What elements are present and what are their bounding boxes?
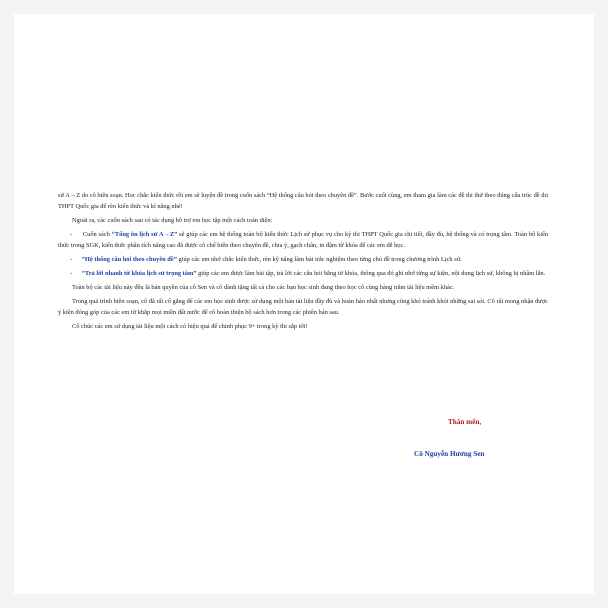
list-item-text: giúp các em được làm bài tập, trả lời các câu hỏi bằng từ khóa, thông qua đó ghi nhớ từng sự kiện, nội dung lịch sử, không bị nhầm lẫn.: [196, 270, 546, 277]
paragraph-copyright: Toàn bộ các tài liệu này đều là bản quyền của cô Sen và cô dành tặng tất cả cho các bạn học sinh đang theo học cô cùng hàng trăm tài liệu mềm khác.: [72, 284, 455, 291]
paragraph-feedback: Trong quá trình biên soạn, cô đã rất cố gắng để các em học sinh được sử dụng một bản tài liệu đầy đủ và hoàn hảo nhất nhưng cũng khó tránh khỏi những sai sót. Cô rất mong nhận được ý kiến đóng góp của các em từ khắp mọi miền đất nước để cô hoàn thiện bộ sách hơn trong các phiên bản sau.: [58, 298, 548, 316]
list-item-text: giúp các em nhớ chắc kiến thức, rèn kỹ năng làm bài trắc nghiệm theo từng chủ đề trong chương trình Lịch sử.: [176, 256, 462, 263]
list-dash: -: [70, 270, 73, 277]
book-title: “Hệ thống câu hỏi theo chuyên đề”: [81, 256, 177, 263]
document-page: [14, 14, 594, 594]
closing-text: Thân mến,: [448, 418, 482, 426]
list-item-prefix: Cuốn sách: [82, 231, 112, 238]
list-item: [58, 268, 548, 279]
paragraph-support-books: Ngoài ra, các cuốn sách sau có tác dụng hỗ trợ em học tập một cách toàn diện:: [72, 217, 273, 224]
list-dash: -: [70, 256, 73, 263]
document-body: [58, 190, 548, 335]
list-item: [58, 229, 548, 251]
list-dash: -: [70, 231, 73, 238]
book-title: “Tổng ôn lịch sử A→Z”: [111, 231, 178, 238]
author-signature: Cô Nguyễn Hương Sen: [414, 450, 485, 458]
list-item-text: sẽ giúp các em hệ thống toàn bộ kiến thức Lịch sử phục vụ cho kỳ thi THPT Quốc gia chi tiết, đầy đủ, hệ thống và có trọng tâm. Toàn bộ kiến thức trong SGK, kiến thức phân tích nâng cao đã được cô chế biến theo chuyên đề, chia ý, gạch chân, in đậm từ khóa để các em dễ học.: [58, 231, 549, 249]
book-title: “Trả lời nhanh từ khóa lịch sử trọng tâm”: [81, 270, 197, 277]
list-item: [58, 254, 548, 265]
paragraph-intro: sử A→Z do cô biên soạn. Học chắc kiến thức rồi em sẽ luyện đề trong cuốn sách “Hệ thống câu hỏi theo chuyên đề”. Bước cuối cùng, em tham gia làm các đề thi thử theo đúng cấu trúc đề thi THPT Quốc gia để rèn kiến thức và kĩ năng nhé!: [58, 192, 548, 210]
paragraph-wishes: Cô chúc các em sử dụng tài liệu một cách có hiệu quả để chinh phục 9+ trong kỳ thi sắp tới!: [72, 323, 308, 330]
